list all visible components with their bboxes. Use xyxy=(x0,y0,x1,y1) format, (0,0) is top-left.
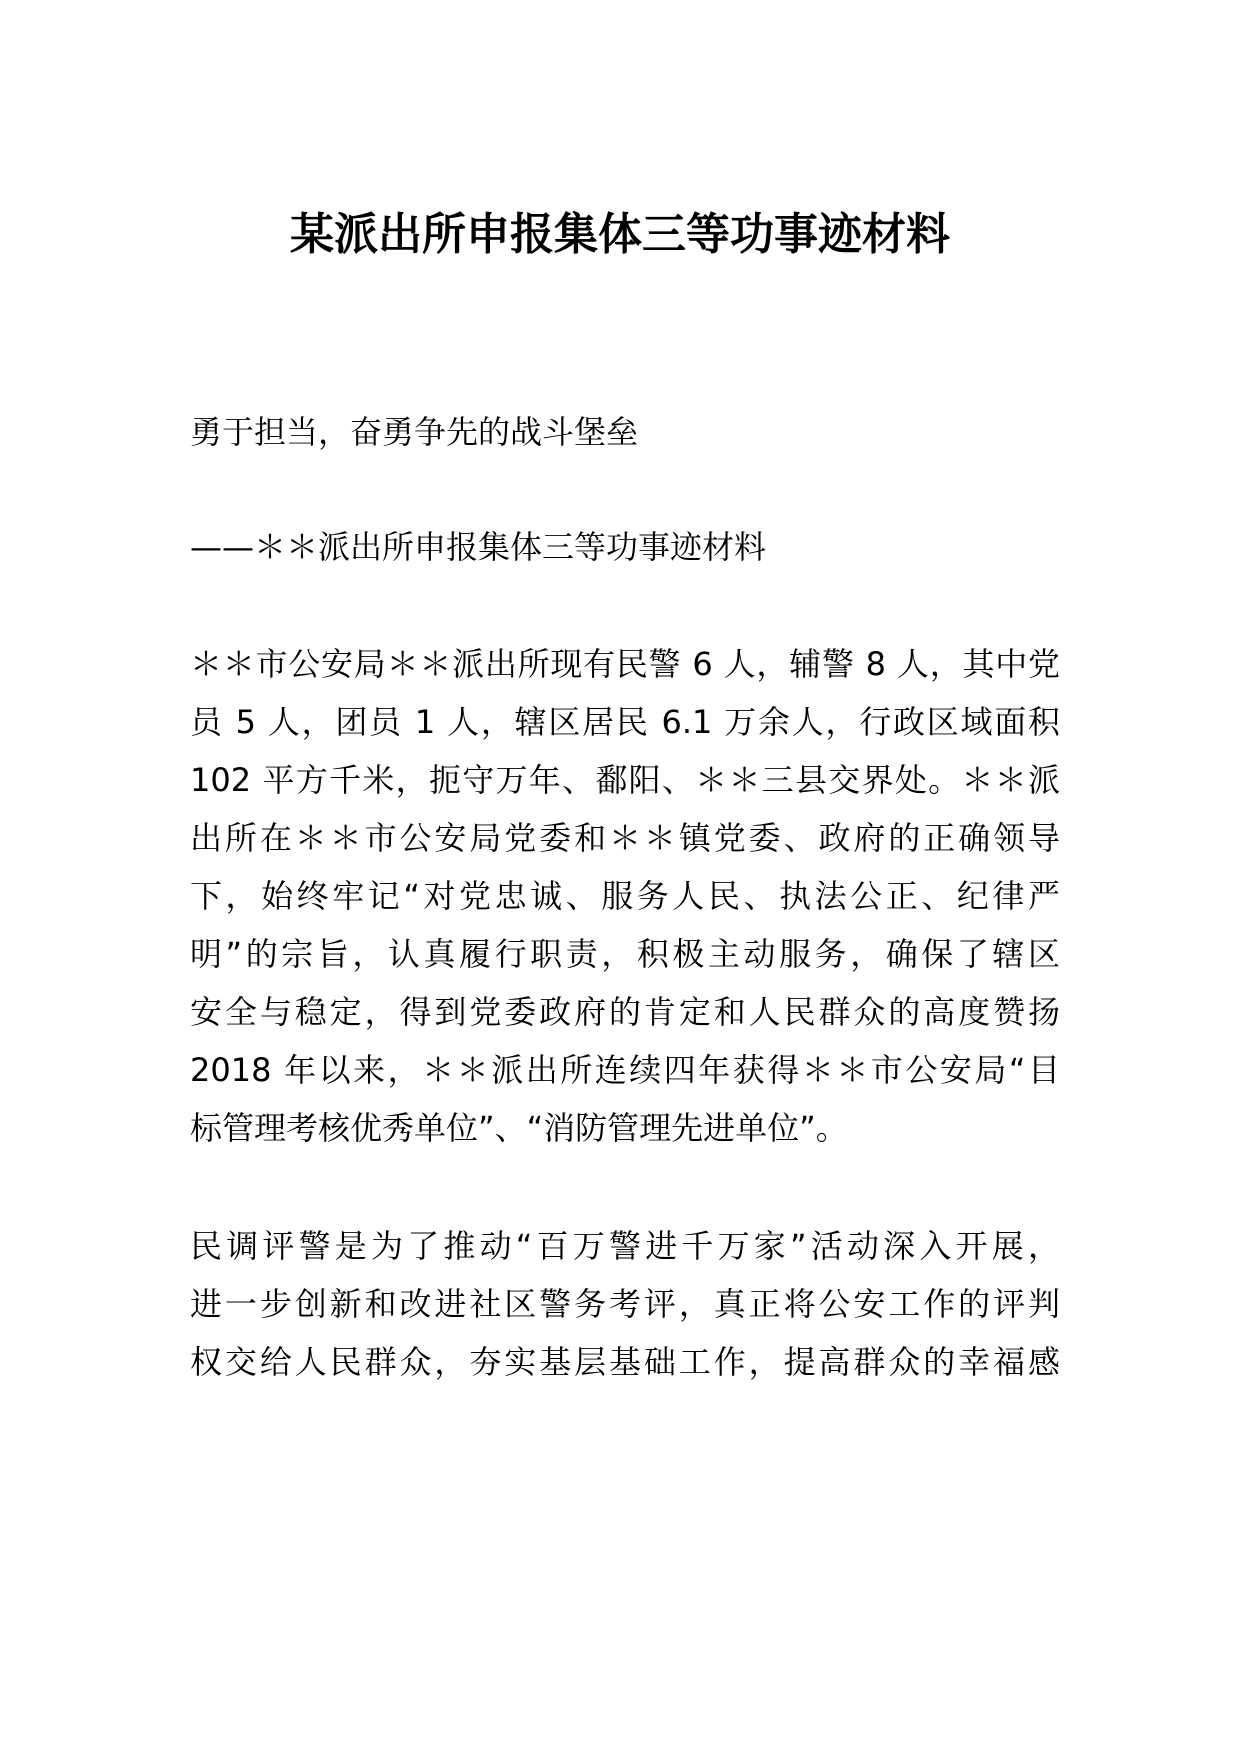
paragraph-line: 标管理考核优秀单位”、“消防管理先进单位”。 xyxy=(190,1109,848,1147)
paragraph-line: 明”的宗旨，认真履行职责，积极主动服务，确保了辖区 xyxy=(190,935,1060,973)
document-subtitle: 勇于担当，奋勇争先的战斗堡垒 xyxy=(190,413,639,451)
document-byline: ——＊＊派出所申报集体三等功事迹材料 xyxy=(190,528,767,566)
paragraph-line: 员 5 人，团员 1 人，辖区居民 6.1 万余人，行政区域面积 xyxy=(190,703,1060,741)
paragraph-line: 民调评警是为了推动“百万警进千万家”活动深入开展， xyxy=(190,1227,1060,1265)
paragraph-line: 出所在＊＊市公安局党委和＊＊镇党委、政府的正确领导 xyxy=(190,819,1060,857)
paragraph-line: 进一步创新和改进社区警务考评，真正将公安工作的评判 xyxy=(190,1285,1060,1323)
paragraph-line: 102 平方千米，扼守万年、鄱阳、＊＊三县交界处。＊＊派 xyxy=(190,761,1060,799)
paragraph-line: 下，始终牢记“对党忠诚、服务人民、执法公正、纪律严 xyxy=(190,877,1060,915)
paragraph-line: 安全与稳定，得到党委政府的肯定和人民群众的高度赞扬 xyxy=(190,993,1060,1031)
paragraph-line: 2018 年以来，＊＊派出所连续四年获得＊＊市公安局“目 xyxy=(190,1051,1060,1089)
document-title: 某派出所申报集体三等功事迹材料 xyxy=(290,209,950,260)
paragraph-line: ＊＊市公安局＊＊派出所现有民警 6 人，辅警 8 人，其中党 xyxy=(190,645,1060,683)
paragraph-line: 权交给人民群众，夯实基层基础工作，提高群众的幸福感 xyxy=(190,1343,1060,1381)
